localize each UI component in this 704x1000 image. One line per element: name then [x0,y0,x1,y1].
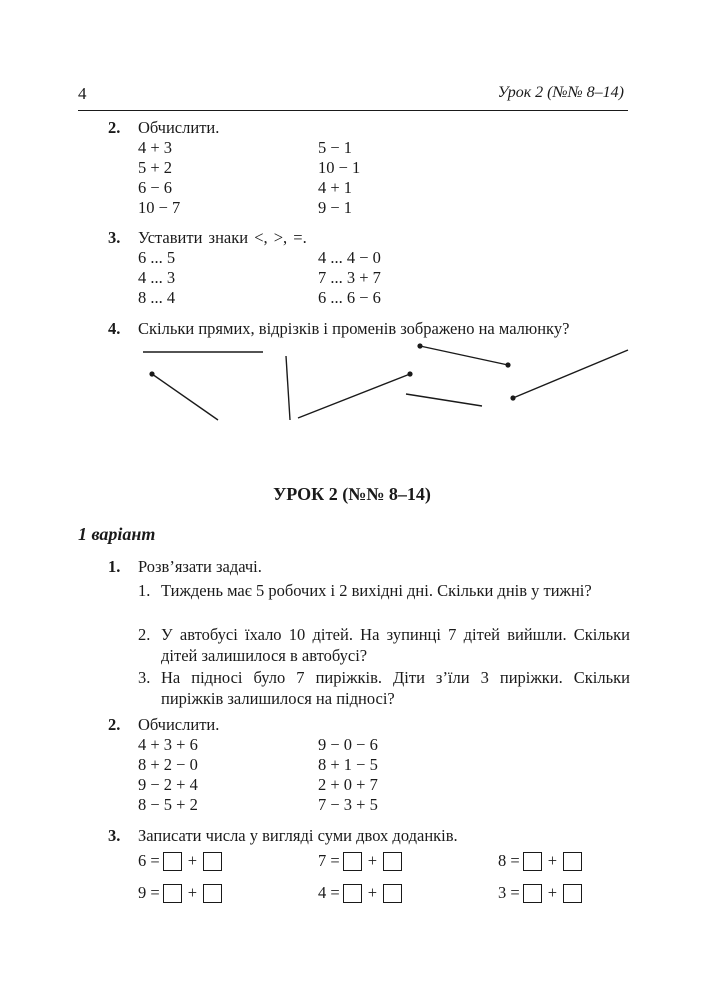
comparison: 6 ... 6 − 6 [318,288,381,307]
sum-exercise [498,851,585,871]
lesson-title: УРОК 2 (№№ 8–14) [273,484,431,504]
variant-title: 1 варіант [78,524,156,544]
problem-number: 2. [138,625,151,644]
task-number: 1. [108,557,121,576]
sum-target: 7 = [318,851,340,870]
task-text: Скільки прямих, відрізків і променів зображено на малюнку? [138,319,570,338]
task-text: Розв’язати задачі. [138,557,262,576]
sum-target: 8 = [498,851,520,870]
problem-text: У автобусі їхало 10 дітей. На зупинці 7 дітей вийшли. Скільки дітей залишилося в автобусі? [161,625,630,665]
task-text: Обчислити. [138,715,220,734]
expression: 5 + 2 [138,158,173,177]
task-number: 2. [108,715,121,734]
lines-figure [0,0,704,440]
task-text: Записати числа у вигляді суми двох доданків. [138,826,458,845]
expression: 9 − 1 [318,198,353,217]
answer-box[interactable] [163,884,182,903]
expression: 8 − 5 + 2 [138,795,198,814]
expression: 10 − 7 [138,198,181,217]
plus-sign: + [367,883,377,902]
plus-sign: + [547,883,557,902]
word-problem [138,624,630,666]
ray-1 [152,374,218,420]
sum-target: 3 = [498,883,520,902]
comparison: 4 ... 4 − 0 [318,248,381,267]
sum-exercise [318,883,405,903]
sum-exercise [318,851,405,871]
expression: 10 − 1 [318,158,361,177]
running-title: Урок 2 (№№ 8–14) [497,84,624,101]
line-vertical [286,356,290,420]
ray-3 [513,350,628,398]
answer-box[interactable] [523,852,542,871]
comparison: 8 ... 4 [138,288,176,307]
plus-sign: + [367,851,377,870]
task-number: 3. [108,228,121,247]
sum-exercise [138,851,225,871]
expression: 5 − 1 [318,138,353,157]
page-number: 4 [78,84,87,103]
word-problem [138,580,630,601]
ray-endpoint [510,395,515,400]
answer-box[interactable] [343,852,362,871]
problem-number: 3. [138,668,151,687]
line-diagonal [406,394,482,406]
answer-box[interactable] [563,852,582,871]
answer-box[interactable] [563,884,582,903]
segment-1 [420,346,508,365]
expression: 6 − 6 [138,178,173,197]
sum-target: 4 = [318,883,340,902]
answer-box[interactable] [523,884,542,903]
ray-2 [298,374,410,418]
comparison: 4 ... 3 [138,268,176,287]
answer-box[interactable] [203,852,222,871]
task-number: 2. [108,118,121,137]
expression: 4 + 3 + 6 [138,735,198,754]
expression: 9 − 2 + 4 [138,775,198,794]
task-text: Обчислити. [138,118,220,137]
answer-box[interactable] [203,884,222,903]
comparison: 7 ... 3 + 7 [318,268,381,287]
expression: 2 + 0 + 7 [318,775,378,794]
sum-target: 6 = [138,851,160,870]
answer-box[interactable] [383,852,402,871]
comparison: 6 ... 5 [138,248,176,267]
task-number: 4. [108,319,121,338]
word-problem [138,667,630,709]
task-text: Уставити знаки <, >, =. [138,228,307,247]
problem-text: Тиждень має 5 робочих і 2 вихідні дні. Скільки днів у тижні? [161,581,592,600]
answer-box[interactable] [383,884,402,903]
expression: 7 − 3 + 5 [318,795,378,814]
sum-exercise [498,883,585,903]
problem-text: На підносі було 7 пиріжків. Діти з’їли 3 пиріжки. Скільки пиріжків залишилося на підносі? [161,668,630,708]
problem-number: 1. [138,581,151,600]
plus-sign: + [187,883,197,902]
plus-sign: + [187,851,197,870]
expression: 9 − 0 − 6 [318,735,378,754]
expression-column-right [318,735,378,815]
ray-endpoint [407,371,412,376]
ray-endpoint [149,371,154,376]
expression: 8 + 1 − 5 [318,755,378,774]
expression-column-left [138,735,198,815]
expression: 8 + 2 − 0 [138,755,198,774]
plus-sign: + [547,851,557,870]
expression: 4 + 3 [138,138,173,157]
expression: 4 + 1 [318,178,353,197]
answer-box[interactable] [343,884,362,903]
task-number: 3. [108,826,121,845]
sum-target: 9 = [138,883,160,902]
answer-box[interactable] [163,852,182,871]
segment-endpoint [417,343,422,348]
sum-exercise [138,883,225,903]
segment-endpoint [505,362,510,367]
